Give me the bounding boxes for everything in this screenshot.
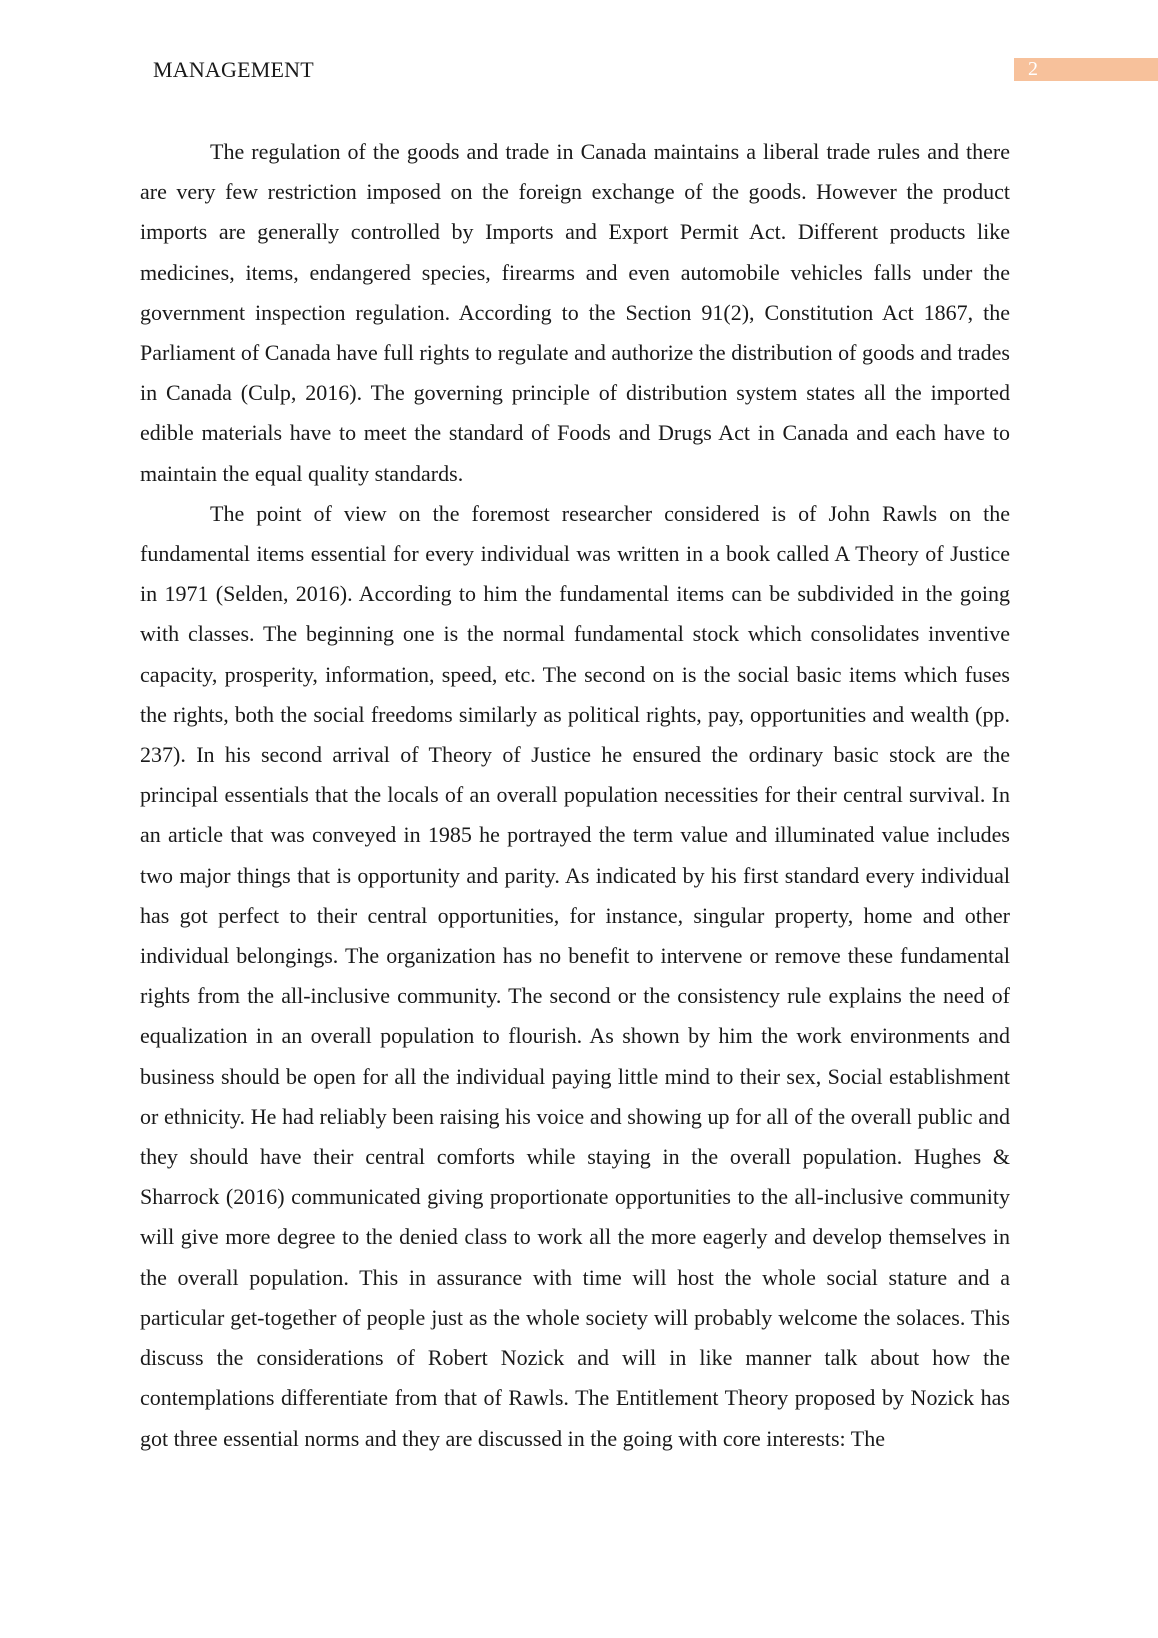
paragraph-rawls-nozick: The point of view on the foremost researcher considered is of John Rawls on the fundamental items essential for every individual was written in a book called A Theory of Justice in 1971 (Selden, 2016). According to him the fundamental items can be subdivided in the going with classes. The beginning one is the normal fundamental stock which consolidates inventive capacity, prosperity, information, speed, etc. The second on is the social basic items which fuses the rights, both the social freedoms similarly as political rights, pay, opportunities and wealth (pp. 237). In his second arrival of Theory of Justice he ensured the ordinary basic stock are the principal essentials that the locals of an overall population necessities for their central survival. In an article that was conveyed in 1985 he portrayed the term value and illuminated value includes two major things that is opportunity and parity. As indicated by his first standard every individual has got perfect to their central opportunities, for instance, singular property, home and other individual belongings. The organization has no benefit to intervene or remove these fundamental rights from the all-inclusive community. The second or the consistency rule explains the need of equalization in an overall population to flourish. As shown by him the work environments and business should be open for all the individual paying little mind to their sex, Social establishment or ethnicity. He had reliably been raising his voice and showing up for all of the overall public and they should have their central comforts while staying in the overall population. Hughes & Sharrock (2016) communicated giving proportionate opportunities to the all-inclusive community will give more degree to the denied class to work all the more eagerly and develop themselves in the overall population. This in assurance with time will host the whole social stature and a particular get-together of people just as the whole society will probably welcome the solaces. This discuss the considerations of Robert Nozick and will in like manner talk about how the contemplations differentiate from that of Rawls. The Entitlement Theory proposed by Nozick has got three essential norms and they are discussed in the going with core interests: The [140, 500, 1010, 1451]
page-number: 2 [1028, 58, 1038, 80]
running-head: MANAGEMENT [153, 57, 314, 82]
body-text [140, 132, 1010, 1459]
page-number-bar [1014, 58, 1158, 81]
paragraph-trade-regulation: The regulation of the goods and trade in Canada maintains a liberal trade rules and there are very few restriction imposed on the foreign exchange of the goods. However the product imports are generally controlled by Imports and Export Permit Act. Different products like medicines, items, endangered species, firearms and even automobile vehicles falls under the government inspection regulation. According to the Section 91(2), Constitution Act 1867, the Parliament of Canada have full rights to regulate and authorize the distribution of goods and trades in Canada (Culp, 2016). The governing principle of distribution system states all the imported edible materials have to meet the standard of Foods and Drugs Act in Canada and each have to maintain the equal quality standards. [140, 139, 1010, 486]
